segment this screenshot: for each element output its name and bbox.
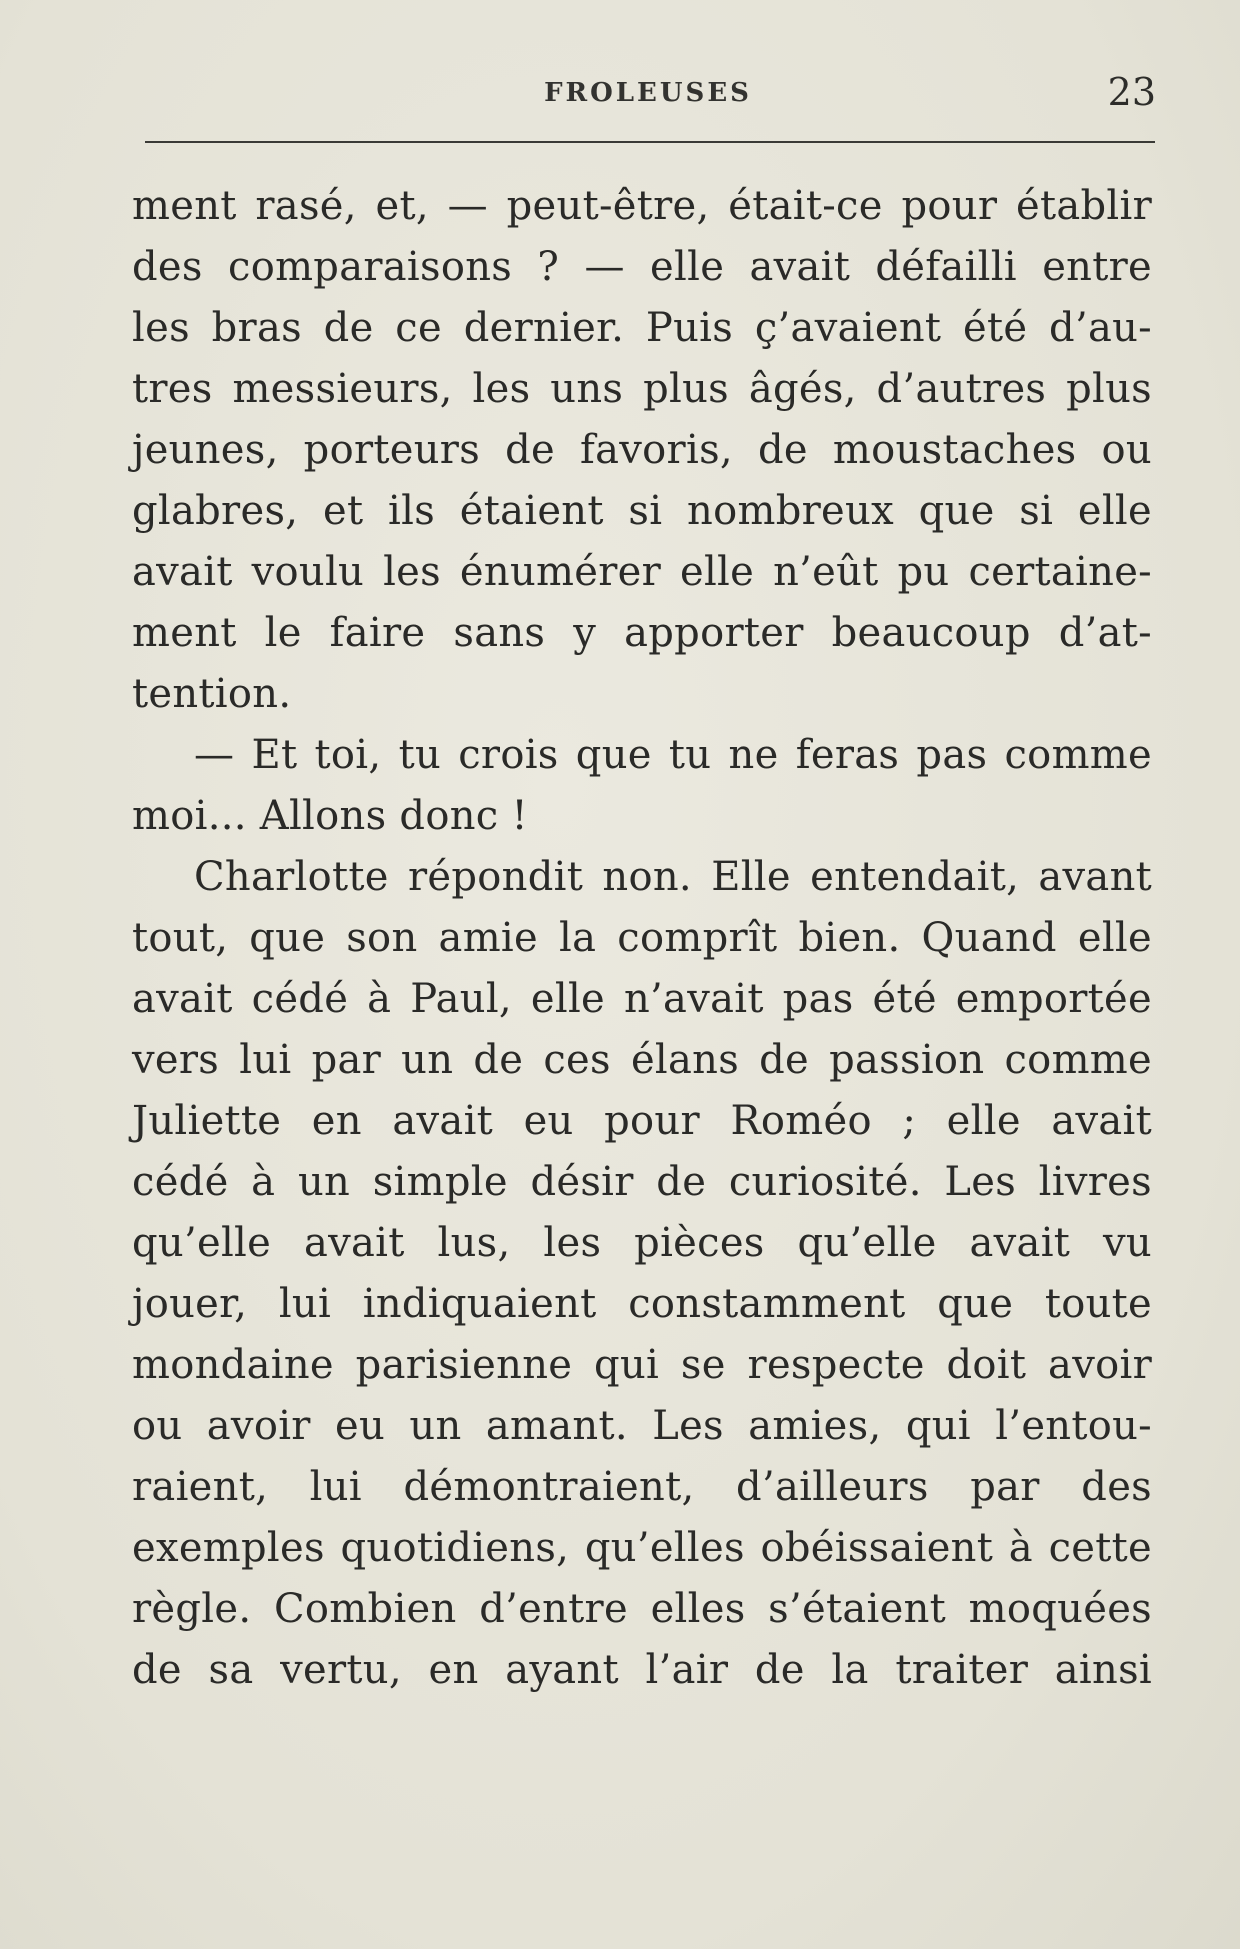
text-line: Juliette en avait eu pour Roméo ; elle avait: [132, 1098, 1152, 1144]
text-line: des comparaisons ? — elle avait défailli entre: [132, 244, 1152, 290]
page-header: [140, 70, 1156, 120]
text-line: — Et toi, tu crois que tu ne feras pas comme: [194, 732, 1152, 778]
text-line: tout, que son amie la comprît bien. Quand elle: [132, 915, 1152, 961]
text-line: qu’elle avait lus, les pièces qu’elle avait vu: [132, 1220, 1152, 1266]
text-line: glabres, et ils étaient si nombreux que si elle: [132, 488, 1152, 534]
text-line: les bras de ce dernier. Puis ç’avaient été d’au-: [132, 305, 1152, 351]
text-line: ment rasé, et, — peut-être, était-ce pour établir: [132, 183, 1152, 229]
running-title: FROLEUSES: [544, 78, 752, 108]
text-line: tres messieurs, les uns plus âgés, d’autres plus: [132, 366, 1152, 412]
text-line: tention.: [132, 671, 292, 717]
text-line: cédé à un simple désir de curiosité. Les livres: [132, 1159, 1152, 1205]
text-line: vers lui par un de ces élans de passion comme: [132, 1037, 1152, 1083]
text-line: moi... Allons donc !: [132, 793, 528, 839]
text-line: ou avoir eu un amant. Les amies, qui l’entou-: [132, 1403, 1152, 1449]
text-line: ment le faire sans y apporter beaucoup d’at-: [132, 610, 1152, 656]
text-line: avait voulu les énumérer elle n’eût pu certaine-: [132, 549, 1152, 595]
text-line: avait cédé à Paul, elle n’avait pas été emportée: [132, 976, 1152, 1022]
text-line: raient, lui démontraient, d’ailleurs par des: [132, 1464, 1152, 1510]
body-text: [132, 176, 1152, 1701]
text-line: exemples quotidiens, qu’elles obéissaient à cette: [132, 1525, 1152, 1571]
text-line: jeunes, porteurs de favoris, de moustaches ou: [132, 427, 1152, 473]
page-number: 23: [1107, 70, 1156, 114]
header-rule: [145, 141, 1155, 143]
text-line: jouer, lui indiquaient constamment que toute: [132, 1281, 1152, 1327]
text-line: mondaine parisienne qui se respecte doit avoir: [132, 1342, 1152, 1388]
text-line: de sa vertu, en ayant l’air de la traiter ainsi: [132, 1647, 1152, 1693]
text-line: règle. Combien d’entre elles s’étaient moquées: [132, 1586, 1152, 1632]
text-line: Charlotte répondit non. Elle entendait, avant: [194, 854, 1152, 900]
